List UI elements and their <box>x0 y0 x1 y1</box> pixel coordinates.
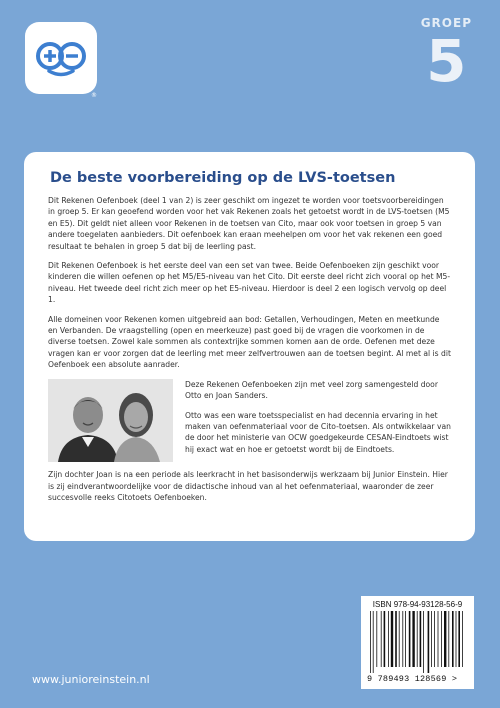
author-text <box>185 379 451 463</box>
barcode-bar <box>383 611 385 667</box>
barcode-bar <box>395 611 397 667</box>
barcode-bar <box>388 611 389 667</box>
author-block <box>48 379 451 463</box>
paragraph-authors: Deze Rekenen Oefenboeken zijn met veel zorg samengesteld door Otto en Joan Sanders. <box>185 379 438 401</box>
barcode-bar <box>437 611 438 667</box>
card-title: De beste voorbereiding op de LVS-toetsen <box>50 170 396 186</box>
barcode-bar <box>458 611 460 667</box>
barcode-digits: 9 789493 128569 > <box>367 674 458 684</box>
paragraph-domains: Alle domeinen voor Rekenen komen uitgebreid aan bod: Getallen, Verhoudingen, Meten en meetkunde en Verbanden. De vraagstelling (open en meerkeuze) past goed bij de vragen die voorkomen in de diverse toetsen. Zowel kale sommen als contextrijke sommen komen aan de orde. Oefenen met deze vragen kan er voor zorgen dat de leerling met meer zelfvertrouwen aan de toetsen begint. Al met al is dit Oefenboek een absolute aanrader. <box>48 314 451 370</box>
authors-portrait-icon <box>48 379 173 462</box>
website-url: www.junioreinstein.nl <box>32 673 150 686</box>
barcode-bar <box>408 611 410 667</box>
paragraph-joan: Zijn dochter Joan is na een periode als leerkracht in het basisonderwijs werkzaam bij Junior Einstein. Hier is zij eindverantwoordelijke voor de didactische inhoud van al het oefenmateriaal, waaronder de zeer succesvolle reeks Citotoets Oefenboeken. <box>48 470 448 502</box>
paragraph-set: Dit Rekenen Oefenboek is het eerste deel van een set van twee. Beide Oefenboeken zijn geschikt voor kinderen die willen oefenen op het M5/E5-niveau van het Cito. Dit eerste deel richt zich vooral op het M5-niveau. Het tweede deel richt zich meer op het E5-niveau. Hierdoor is deel 2 een logisch vervolg op deel 1. <box>48 261 451 305</box>
plus-minus-face-logo-icon <box>34 38 88 78</box>
barcode-bar <box>431 611 432 667</box>
barcode-bar <box>427 611 429 673</box>
barcode-bar <box>452 611 454 667</box>
paragraph-intro: Dit Rekenen Oefenboek (deel 1 van 2) is zeer geschikt om ingezet te worden voor toetsvoorbereidingen in groep 5. Er kan geoefend worden voor het vak Rekenen zoals het getoetst wordt in de LVS-toetsen (M5 en E5). Dit geldt niet alleen voor Rekenen in de toetsen van Cito, maar ook voor toetsen in groep 5 van andere toegelaten aanbieders. Dit oefenboek kan eraan meehelpen om voor het vak rekenen een goed resultaat te behalen in groep 5 dat bij de leerling past. <box>48 196 450 251</box>
barcode-bar <box>444 611 446 667</box>
barcode-bar <box>462 611 463 667</box>
barcode-bar <box>423 611 424 673</box>
paragraph-otto: Otto was een ware toetsspecialist en had decennia ervaring in het maken van oefenmateriaal voor de Cito-toetsen. Als ontwikkelaar van de door het ministerie van OCW goedgekeurde CESAN-Eindtoets wist hij exact wat en hoe er getoetst wordt bij de Eindtoets. <box>185 410 451 454</box>
barcode-bar <box>380 611 381 667</box>
logo <box>25 22 97 94</box>
groep-label: GROEP <box>420 16 472 30</box>
barcode-bar <box>412 611 414 667</box>
barcode-bar <box>370 611 371 673</box>
groep-number: 5 <box>426 27 467 95</box>
barcode-bar <box>448 611 449 667</box>
barcode-bar <box>455 611 456 667</box>
registered-mark: ® <box>91 92 97 99</box>
barcode-bar <box>405 611 406 667</box>
isbn-barcode-box <box>361 596 474 689</box>
author-photo <box>48 379 173 462</box>
isbn-text: ISBN 978-94-93128-56-9 <box>372 600 463 609</box>
barcode-bar <box>398 611 399 667</box>
barcode-bar <box>390 611 392 667</box>
barcode-bar <box>416 611 417 667</box>
barcode-bar <box>376 611 377 667</box>
groep-badge <box>420 16 472 95</box>
barcode-bar <box>372 611 373 673</box>
barcode-bar <box>434 611 435 667</box>
barcode-bar <box>419 611 421 667</box>
description-card <box>24 152 475 541</box>
barcode-bar <box>441 611 442 667</box>
barcode-bar <box>402 611 403 667</box>
barcode-icon <box>368 611 468 673</box>
